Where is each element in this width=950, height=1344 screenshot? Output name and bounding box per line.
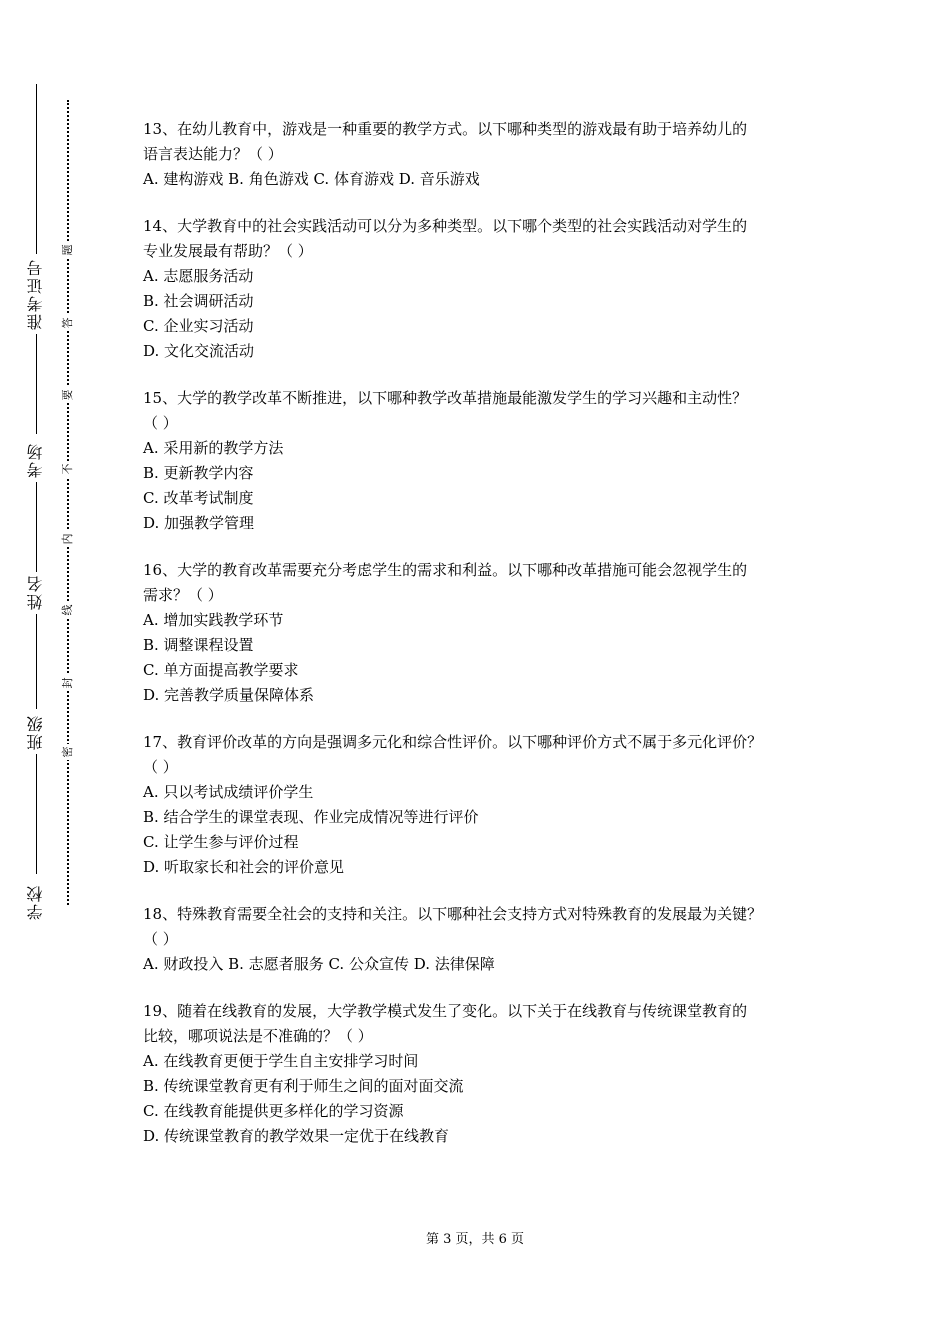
option-c: C. 改革考试制度: [143, 489, 254, 507]
option-c: C. 单方面提高教学要求: [143, 661, 299, 679]
margin-label-class: 班级: [26, 714, 45, 750]
margin-line: [36, 334, 37, 434]
question-stem: （ ）: [143, 930, 178, 948]
margin-line: [36, 754, 37, 874]
margin-label-exam-number: 准考证号: [26, 258, 45, 330]
option-b: B. 传统课堂教育更有利于师生之间的面对面交流: [143, 1077, 464, 1095]
option-d: D. 传统课堂教育的教学效果一定优于在线教育: [143, 1127, 450, 1145]
option-d: D. 文化交流活动: [143, 342, 255, 360]
page-number: 第 3 页，共 6 页: [425, 1232, 525, 1247]
option-b: B. 更新教学内容: [143, 464, 254, 482]
seal-char: 要: [61, 387, 75, 403]
option-d: D. 加强教学管理: [143, 514, 255, 532]
option-b: B. 结合学生的课堂表现、作业完成情况等进行评价: [143, 808, 479, 826]
margin-field-name: [22, 570, 50, 709]
question-options: A. 财政投入 B. 志愿者服务 C. 公众宣传 D. 法律保障: [143, 955, 495, 973]
question-stem: 语言表达能力？（ ）: [143, 145, 283, 163]
option-b: B. 社会调研活动: [143, 292, 254, 310]
seal-dotted-line: [67, 100, 69, 905]
option-a: A. 在线教育更便于学生自主安排学习时间: [143, 1052, 419, 1070]
margin-field-school: [22, 880, 50, 924]
margin-label-school: 学校: [26, 884, 45, 920]
question-16: [143, 558, 823, 708]
question-18: [143, 902, 823, 977]
question-19: [143, 999, 823, 1149]
option-d: D. 完善教学质量保障体系: [143, 686, 315, 704]
question-stem: 专业发展最有帮助？（ ）: [143, 242, 313, 260]
margin-field-exam-number: [22, 84, 50, 434]
margin-line: [36, 84, 37, 254]
margin-label-name: 姓名: [26, 574, 45, 610]
question-stem: 13、在幼儿教育中，游戏是一种重要的教学方式。以下哪种类型的游戏最有助于培养幼儿的: [143, 120, 748, 138]
option-a: A. 采用新的教学方法: [143, 439, 284, 457]
question-14: [143, 214, 823, 364]
question-stem: 14、大学教育中的社会实践活动可以分为多种类型。以下哪个类型的社会实践活动对学生的: [143, 217, 748, 235]
option-c: C. 企业实习活动: [143, 317, 254, 335]
option-c: C. 在线教育能提供更多样化的学习资源: [143, 1102, 404, 1120]
question-stem: （ ）: [143, 758, 178, 776]
option-b: B. 调整课程设置: [143, 636, 254, 654]
question-stem: 17、教育评价改革的方向是强调多元化和综合性评价。以下哪种评价方式不属于多元化评价？: [143, 733, 763, 751]
question-13: [143, 117, 823, 192]
question-stem: 15、大学的教学改革不断推进，以下哪种教学改革措施最能激发学生的学习兴趣和主动性？: [143, 389, 748, 407]
option-c: C. 让学生参与评价过程: [143, 833, 299, 851]
question-stem: 比较，哪项说法是不准确的？（ ）: [143, 1027, 373, 1045]
seal-char: 答: [61, 315, 75, 331]
question-stem: 19、随着在线教育的发展，大学教学模式发生了变化。以下关于在线教育与传统课堂教育的: [143, 1002, 748, 1020]
seal-char: 题: [61, 242, 75, 258]
question-stem: 18、特殊教育需要全社会的支持和关注。以下哪种社会支持方式对特殊教育的发展最为关键？: [143, 905, 763, 923]
margin-line: [36, 614, 37, 709]
seal-char: 密: [61, 744, 75, 760]
question-stem: 需求？（ ）: [143, 586, 223, 604]
question-options: A. 建构游戏 B. 角色游戏 C. 体育游戏 D. 音乐游戏: [143, 170, 480, 188]
option-a: A. 增加实践教学环节: [143, 611, 284, 629]
seal-char: 内: [61, 531, 75, 547]
margin-field-class: [22, 710, 50, 874]
question-stem: 16、大学的教育改革需要充分考虑学生的需求和利益。以下哪种改革措施可能会忽视学生的: [143, 561, 748, 579]
margin-label-exam-room: 考场: [26, 442, 45, 478]
option-a: A. 只以考试成绩评价学生: [143, 783, 314, 801]
option-d: D. 听取家长和社会的评价意见: [143, 858, 345, 876]
seal-char: 线: [61, 602, 75, 618]
margin-line: [36, 482, 37, 572]
question-list: [143, 117, 823, 1171]
option-a: A. 志愿服务活动: [143, 267, 254, 285]
question-stem: （ ）: [143, 414, 178, 432]
question-15: [143, 386, 823, 536]
seal-char: 不: [61, 461, 75, 477]
question-17: [143, 730, 823, 880]
margin-field-exam-room: [22, 438, 50, 572]
seal-char: 封: [61, 675, 75, 691]
